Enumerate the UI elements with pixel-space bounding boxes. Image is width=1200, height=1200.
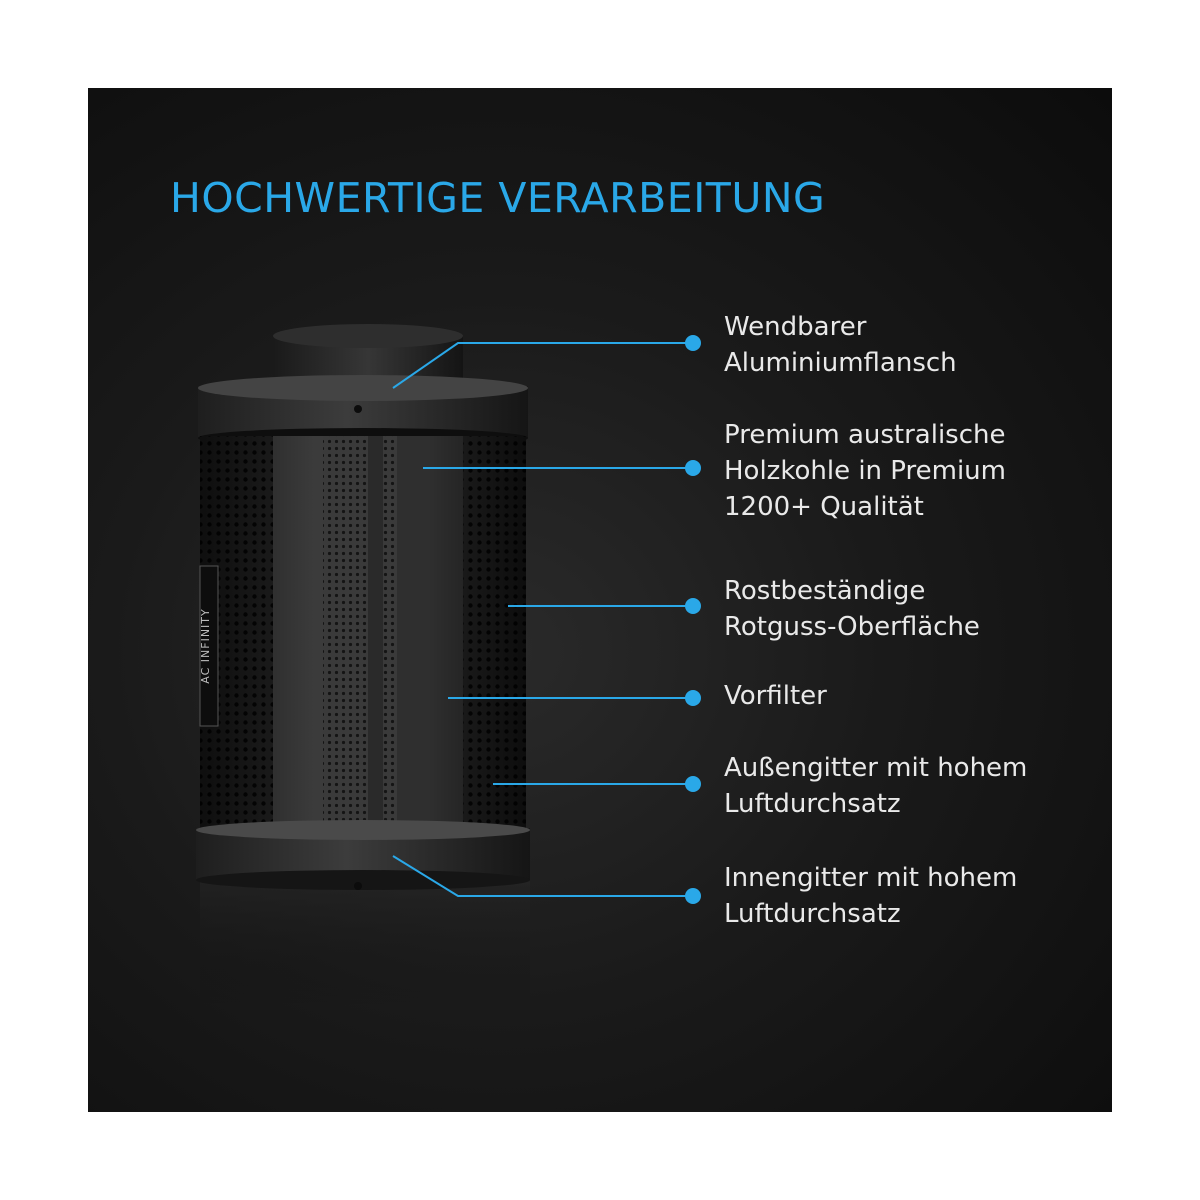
callout-label-inner-mesh: Innengitter mit hohem Luftdurchsatz <box>724 863 1018 929</box>
brand-mark: AC INFINITY <box>199 608 212 684</box>
callout-dot <box>685 776 701 792</box>
callout-dot <box>685 335 701 351</box>
callout-label-surface: Rostbeständige Rotguss-Oberfläche <box>724 576 980 642</box>
screw-icon <box>354 405 362 413</box>
callout-label-prefilter: Vorfilter <box>724 681 827 711</box>
bottom-cap <box>196 820 530 890</box>
screw-icon <box>354 882 362 890</box>
callout-label-outer-mesh: Außengitter mit hohem Luftdurchsatz <box>724 753 1028 819</box>
callout-dots <box>685 335 701 904</box>
filter-body <box>199 436 526 828</box>
callout-dot <box>685 888 701 904</box>
product-feature-panel <box>88 88 1112 1112</box>
callout-dot <box>685 690 701 706</box>
callout-dot <box>685 460 701 476</box>
callout-label-charcoal: Premium australische Holzkohle in Premium 1200+ Qualität <box>724 420 1006 522</box>
callout-label-flange: Wendbarer Aluminiumflansch <box>724 312 957 378</box>
callout-dot <box>685 598 701 614</box>
headline: HOCHWERTIGE VERARBEITUNG <box>170 174 826 222</box>
